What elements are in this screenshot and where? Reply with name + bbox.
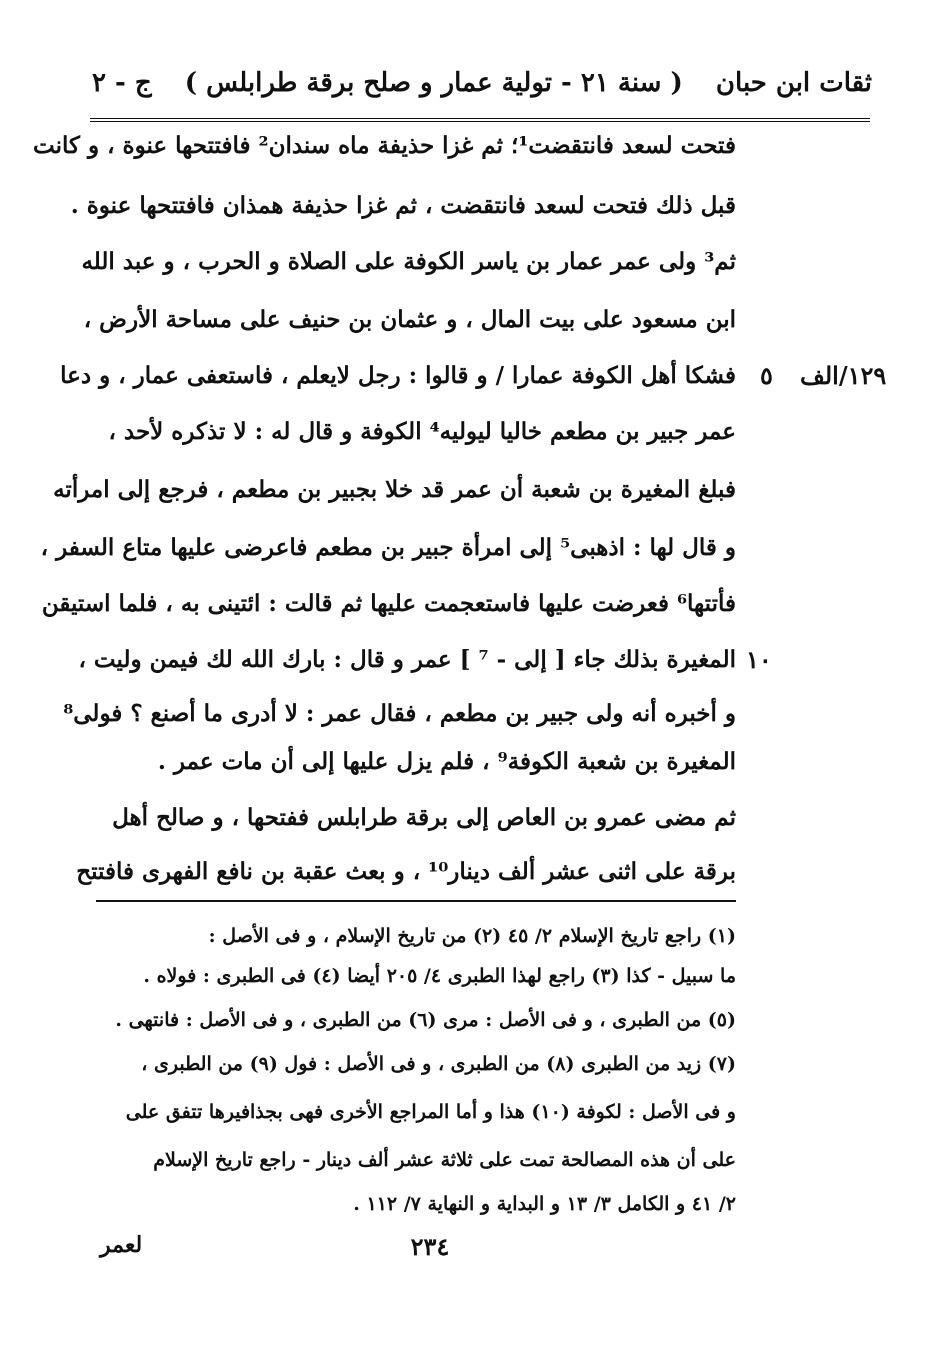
body-line-4: ابن مسعود على بيت المال ، و عثمان بن حنيف على مساحة الأرض ، bbox=[83, 306, 736, 333]
body-line-7: فبلغ المغيرة بن شعبة أن عمر قد خلا بجبير بن مطعم ، فرجع إلى امرأته bbox=[53, 476, 736, 503]
margin-line-number-5: ٥ bbox=[760, 361, 773, 390]
running-header bbox=[92, 58, 872, 108]
footnote-line-6: على أن هذه المصالحة تمت على ثلاثة عشر ألف دينار - راجع تاريخ الإسلام bbox=[153, 1149, 736, 1171]
margin-line-number-10: ١٠ bbox=[746, 645, 772, 674]
body-line-10: المغيرة بذلك جاء [ إلى - ⁷ ] عمر و قال : بارك الله لك فيمن وليت ، bbox=[78, 646, 736, 673]
body-line-1: فتحت لسعد فانتقضت¹؛ ثم غزا حذيفة ماه سندان² فافتتحها عنوة ، و كانت bbox=[33, 132, 736, 159]
body-line-9: فأتتها⁶ فعرضت عليها فاستعجمت عليها ثم قالت : ائتينى به ، فلما استيقن bbox=[41, 590, 736, 617]
body-line-12: المغيرة بن شعبة الكوفة⁹ ، فلم يزل عليها إلى أن مات عمر . bbox=[157, 748, 736, 775]
body-line-6: عمر جبير بن مطعم خاليا ليوليه⁴ الكوفة و قال له : لا تذكره لأحد ، bbox=[108, 418, 736, 445]
body-line-14: برقة على اثنى عشر ألف دينار¹⁰ ، و بعث عقبة بن نافع الفهرى فافتتح bbox=[76, 858, 736, 885]
body-line-5: فشكا أهل الكوفة عمارا / و قالوا : رجل لايعلم ، فاستعفى عمار ، و دعا bbox=[60, 362, 736, 389]
footnote-line-1: (١) راجع تاريخ الإسلام ٢/ ٤٥ (٢) من تاريخ الإسلام ، و فى الأصل : bbox=[208, 925, 736, 947]
header-book-title: ثقات ابن حبان bbox=[715, 68, 872, 98]
margin-folio-marker: ١٢٩/الف bbox=[800, 361, 887, 390]
header-volume: ج - ٢ bbox=[92, 68, 152, 98]
footnote-line-4: (٧) زيد من الطبرى (٨) من الطبرى ، و فى الأصل : فول (٩) من الطبرى ، bbox=[141, 1053, 736, 1075]
footnote-line-3: (٥) من الطبرى ، و فى الأصل : مرى (٦) من الطبرى ، و فى الأصل : فانتهى . bbox=[115, 1009, 736, 1031]
body-line-13: ثم مضى عمرو بن العاص إلى برقة طرابلس ففتحها ، و صالح أهل bbox=[112, 804, 736, 831]
footnote-line-7: ٢/ ٤١ و الكامل ٣/ ١٣ و البداية و النهاية ٧/ ١١٢ . bbox=[353, 1193, 736, 1215]
header-section-title: ( سنة ٢١ - تولية عمار و صلح برقة طرابلس ) bbox=[184, 68, 683, 98]
footnote-line-5: و فى الأصل : لكوفة (١٠) هذا و أما المراجع الأخرى فهى بجذافيرها تتفق على bbox=[125, 1101, 736, 1123]
catchword: لعمر bbox=[100, 1232, 143, 1258]
body-line-8: و قال لها : اذهبى⁵ إلى امرأة جبير بن مطعم فاعرضى عليها متاع السفر ، bbox=[40, 534, 736, 561]
page-number: ٢٣٤ bbox=[410, 1232, 450, 1261]
footnote-line-2: ما سبيل - كذا (٣) راجع لهذا الطبرى ٤/ ٢٠٥ أيضا (٤) فى الطبرى : فولاه . bbox=[143, 965, 736, 987]
body-line-11: و أخبره أنه ولى جبير بن مطعم ، فقال عمر : لا أدرى ما أصنع ؟ فولى⁸ bbox=[63, 700, 736, 727]
header-divider bbox=[90, 118, 870, 122]
footnote-divider bbox=[96, 900, 736, 902]
body-line-3: ثم³ ولى عمر عمار بن ياسر الكوفة على الصلاة و الحرب ، و عبد الله bbox=[81, 248, 736, 275]
body-line-2: قبل ذلك فتحت لسعد فانتقضت ، ثم غزا حذيفة همذان فافتتحها عنوة . bbox=[70, 192, 736, 219]
